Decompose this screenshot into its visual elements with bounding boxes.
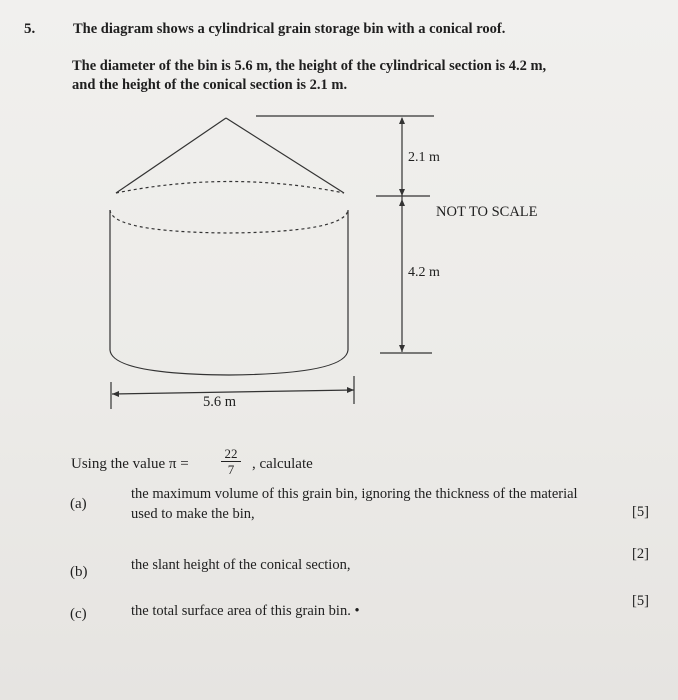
cone-base-dashed (116, 182, 344, 194)
fraction-numerator: 22 (221, 446, 241, 462)
part-a-text (131, 484, 578, 524)
instruction-suffix: , calculate (252, 456, 313, 472)
cylinder-top-dashed (110, 210, 348, 233)
diameter-arrow-right (347, 387, 354, 393)
cone-height-label: 2.1 m (408, 150, 440, 165)
part-b-marks: [2] (632, 546, 649, 562)
part-c-label: (c) (70, 606, 87, 622)
cyl-height-arrow-bottom (399, 345, 405, 352)
part-c-text: the total surface area of this grain bin. • (131, 603, 360, 619)
pi-fraction (221, 446, 241, 477)
part-c-marks: [5] (632, 593, 649, 609)
part-a-line-2: used to make the bin, (131, 506, 255, 522)
cone-height-arrow-bottom (399, 189, 405, 196)
cyl-height-arrow-top (399, 199, 405, 206)
diameter-arrow-left (112, 391, 119, 397)
part-a-marks: [5] (632, 504, 649, 520)
cylinder-height-label: 4.2 m (408, 265, 440, 280)
question-intro: The diagram shows a cylindrical grain storage bin with a conical roof. (73, 21, 506, 37)
part-a-line-1: the maximum volume of this grain bin, ignoring the thickness of the material (131, 486, 578, 502)
fraction-denominator: 7 (227, 462, 235, 477)
instruction-prefix: Using the value π = (71, 456, 189, 472)
dimensions-line-1: The diameter of the bin is 5.6 m, the height of the cylindrical section is 4.2 m, (72, 58, 547, 74)
dimensions-line-2: and the height of the conical section is 2.1 m. (72, 77, 348, 93)
part-b-label: (b) (70, 564, 88, 580)
part-b-text: the slant height of the conical section, (131, 557, 351, 573)
cylinder-base (110, 350, 348, 375)
part-a-label: (a) (70, 496, 87, 512)
cone-height-arrow-top (399, 117, 405, 124)
cone-left-edge (116, 118, 226, 193)
question-number: 5. (24, 21, 36, 37)
diameter-label: 5.6 m (203, 394, 237, 410)
not-to-scale-note: NOT TO SCALE (436, 204, 538, 220)
